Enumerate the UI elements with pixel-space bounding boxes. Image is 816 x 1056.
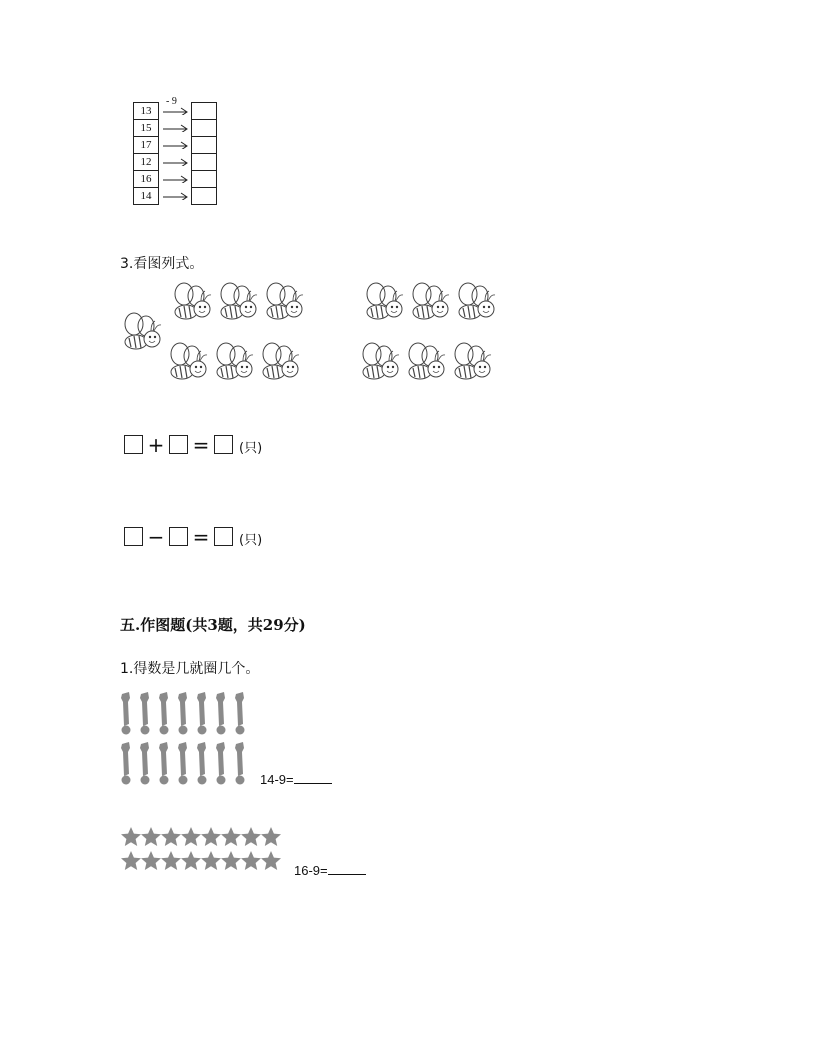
- star-icon: [241, 851, 261, 870]
- addition-equation: [124, 433, 262, 456]
- stick-icon: [140, 742, 150, 785]
- star-icon: [161, 827, 181, 846]
- mapper-row: [133, 170, 223, 187]
- bee-icon: [125, 313, 161, 349]
- stick-icon: [197, 742, 207, 785]
- answer-box[interactable]: [191, 187, 217, 205]
- equals-sign: =: [192, 432, 210, 457]
- answer-blank[interactable]: [294, 771, 332, 784]
- mapper-number: 13: [133, 102, 159, 120]
- subtraction-equation: [124, 525, 262, 548]
- star-icon: [201, 851, 221, 870]
- star-icon: [121, 851, 141, 870]
- stick-icon: [159, 692, 169, 735]
- stick-icon: [216, 742, 226, 785]
- stick-icon: [216, 692, 226, 735]
- answer-box[interactable]: [169, 527, 188, 546]
- formula-text: 14-9=: [260, 772, 294, 787]
- star-icon: [261, 851, 281, 870]
- formula-text: 16-9=: [294, 863, 328, 878]
- stick-icon: [178, 692, 188, 735]
- arrow-icon: [163, 107, 189, 115]
- bee-icon: [363, 343, 399, 379]
- bee-icon: [171, 343, 207, 379]
- bee-icon: [455, 343, 491, 379]
- star-icon: [261, 827, 281, 846]
- answer-blank[interactable]: [328, 862, 366, 875]
- arrow-icon: [163, 175, 189, 183]
- answer-box[interactable]: [191, 119, 217, 137]
- question-3-title: 3.看图列式。: [120, 256, 204, 272]
- mapper-row: [133, 96, 223, 119]
- bee-icon: [267, 283, 303, 319]
- mapper-number: 12: [133, 153, 159, 171]
- section-title: 五.作图题(共3题，共29分): [120, 616, 306, 634]
- question-1-title: 1.得数是几就圈几个。: [120, 661, 260, 677]
- answer-box[interactable]: [191, 136, 217, 154]
- mapper-number: 17: [133, 136, 159, 154]
- star-icon: [181, 851, 201, 870]
- answer-box[interactable]: [191, 153, 217, 171]
- stars-illustration: [120, 826, 290, 872]
- stick-icon: [197, 692, 207, 735]
- arrow-icon: [163, 141, 189, 149]
- stick-icon: [140, 692, 150, 735]
- bee-icon: [367, 283, 403, 319]
- stick-icon: [235, 742, 245, 785]
- mapper-row: [133, 119, 223, 136]
- bee-icon: [221, 283, 257, 319]
- star-icon: [221, 851, 241, 870]
- stick-icon: [178, 742, 188, 785]
- stick-icon: [235, 692, 245, 735]
- star-icon: [201, 827, 221, 846]
- bee-icon: [217, 343, 253, 379]
- formula-16-9: [294, 862, 366, 878]
- mapper-number: 15: [133, 119, 159, 137]
- answer-box[interactable]: [191, 102, 217, 120]
- mapper-operation: - 9: [166, 96, 177, 107]
- mapper-row: [133, 136, 223, 153]
- bee-icon: [409, 343, 445, 379]
- arrow-icon: [163, 192, 189, 200]
- answer-box[interactable]: [124, 527, 143, 546]
- minus-sign: −: [147, 524, 165, 549]
- plus-sign: +: [147, 432, 165, 457]
- star-icon: [121, 827, 141, 846]
- arrow-icon: [163, 158, 189, 166]
- answer-box[interactable]: [124, 435, 143, 454]
- answer-box[interactable]: [214, 527, 233, 546]
- mapper-row: [133, 153, 223, 170]
- mapper-number: 16: [133, 170, 159, 188]
- answer-box[interactable]: [191, 170, 217, 188]
- bees-illustration: [118, 282, 518, 394]
- mapper-row: [133, 187, 223, 204]
- answer-box[interactable]: [214, 435, 233, 454]
- bee-icon: [459, 283, 495, 319]
- arrow-icon: [163, 124, 189, 132]
- bee-icon: [263, 343, 299, 379]
- star-icon: [181, 827, 201, 846]
- answer-box[interactable]: [169, 435, 188, 454]
- star-icon: [141, 851, 161, 870]
- unit-label: (只): [239, 533, 263, 548]
- star-icon: [241, 827, 261, 846]
- stick-icon: [121, 692, 131, 735]
- bee-icon: [413, 283, 449, 319]
- stick-icon: [159, 742, 169, 785]
- star-icon: [141, 827, 161, 846]
- sticks-illustration: [116, 690, 266, 790]
- stick-icon: [121, 742, 131, 785]
- unit-label: (只): [239, 441, 263, 456]
- star-icon: [221, 827, 241, 846]
- bee-icon: [175, 283, 211, 319]
- mapper-number: 14: [133, 187, 159, 205]
- equals-sign: =: [192, 524, 210, 549]
- formula-14-9: [260, 771, 332, 787]
- star-icon: [161, 851, 181, 870]
